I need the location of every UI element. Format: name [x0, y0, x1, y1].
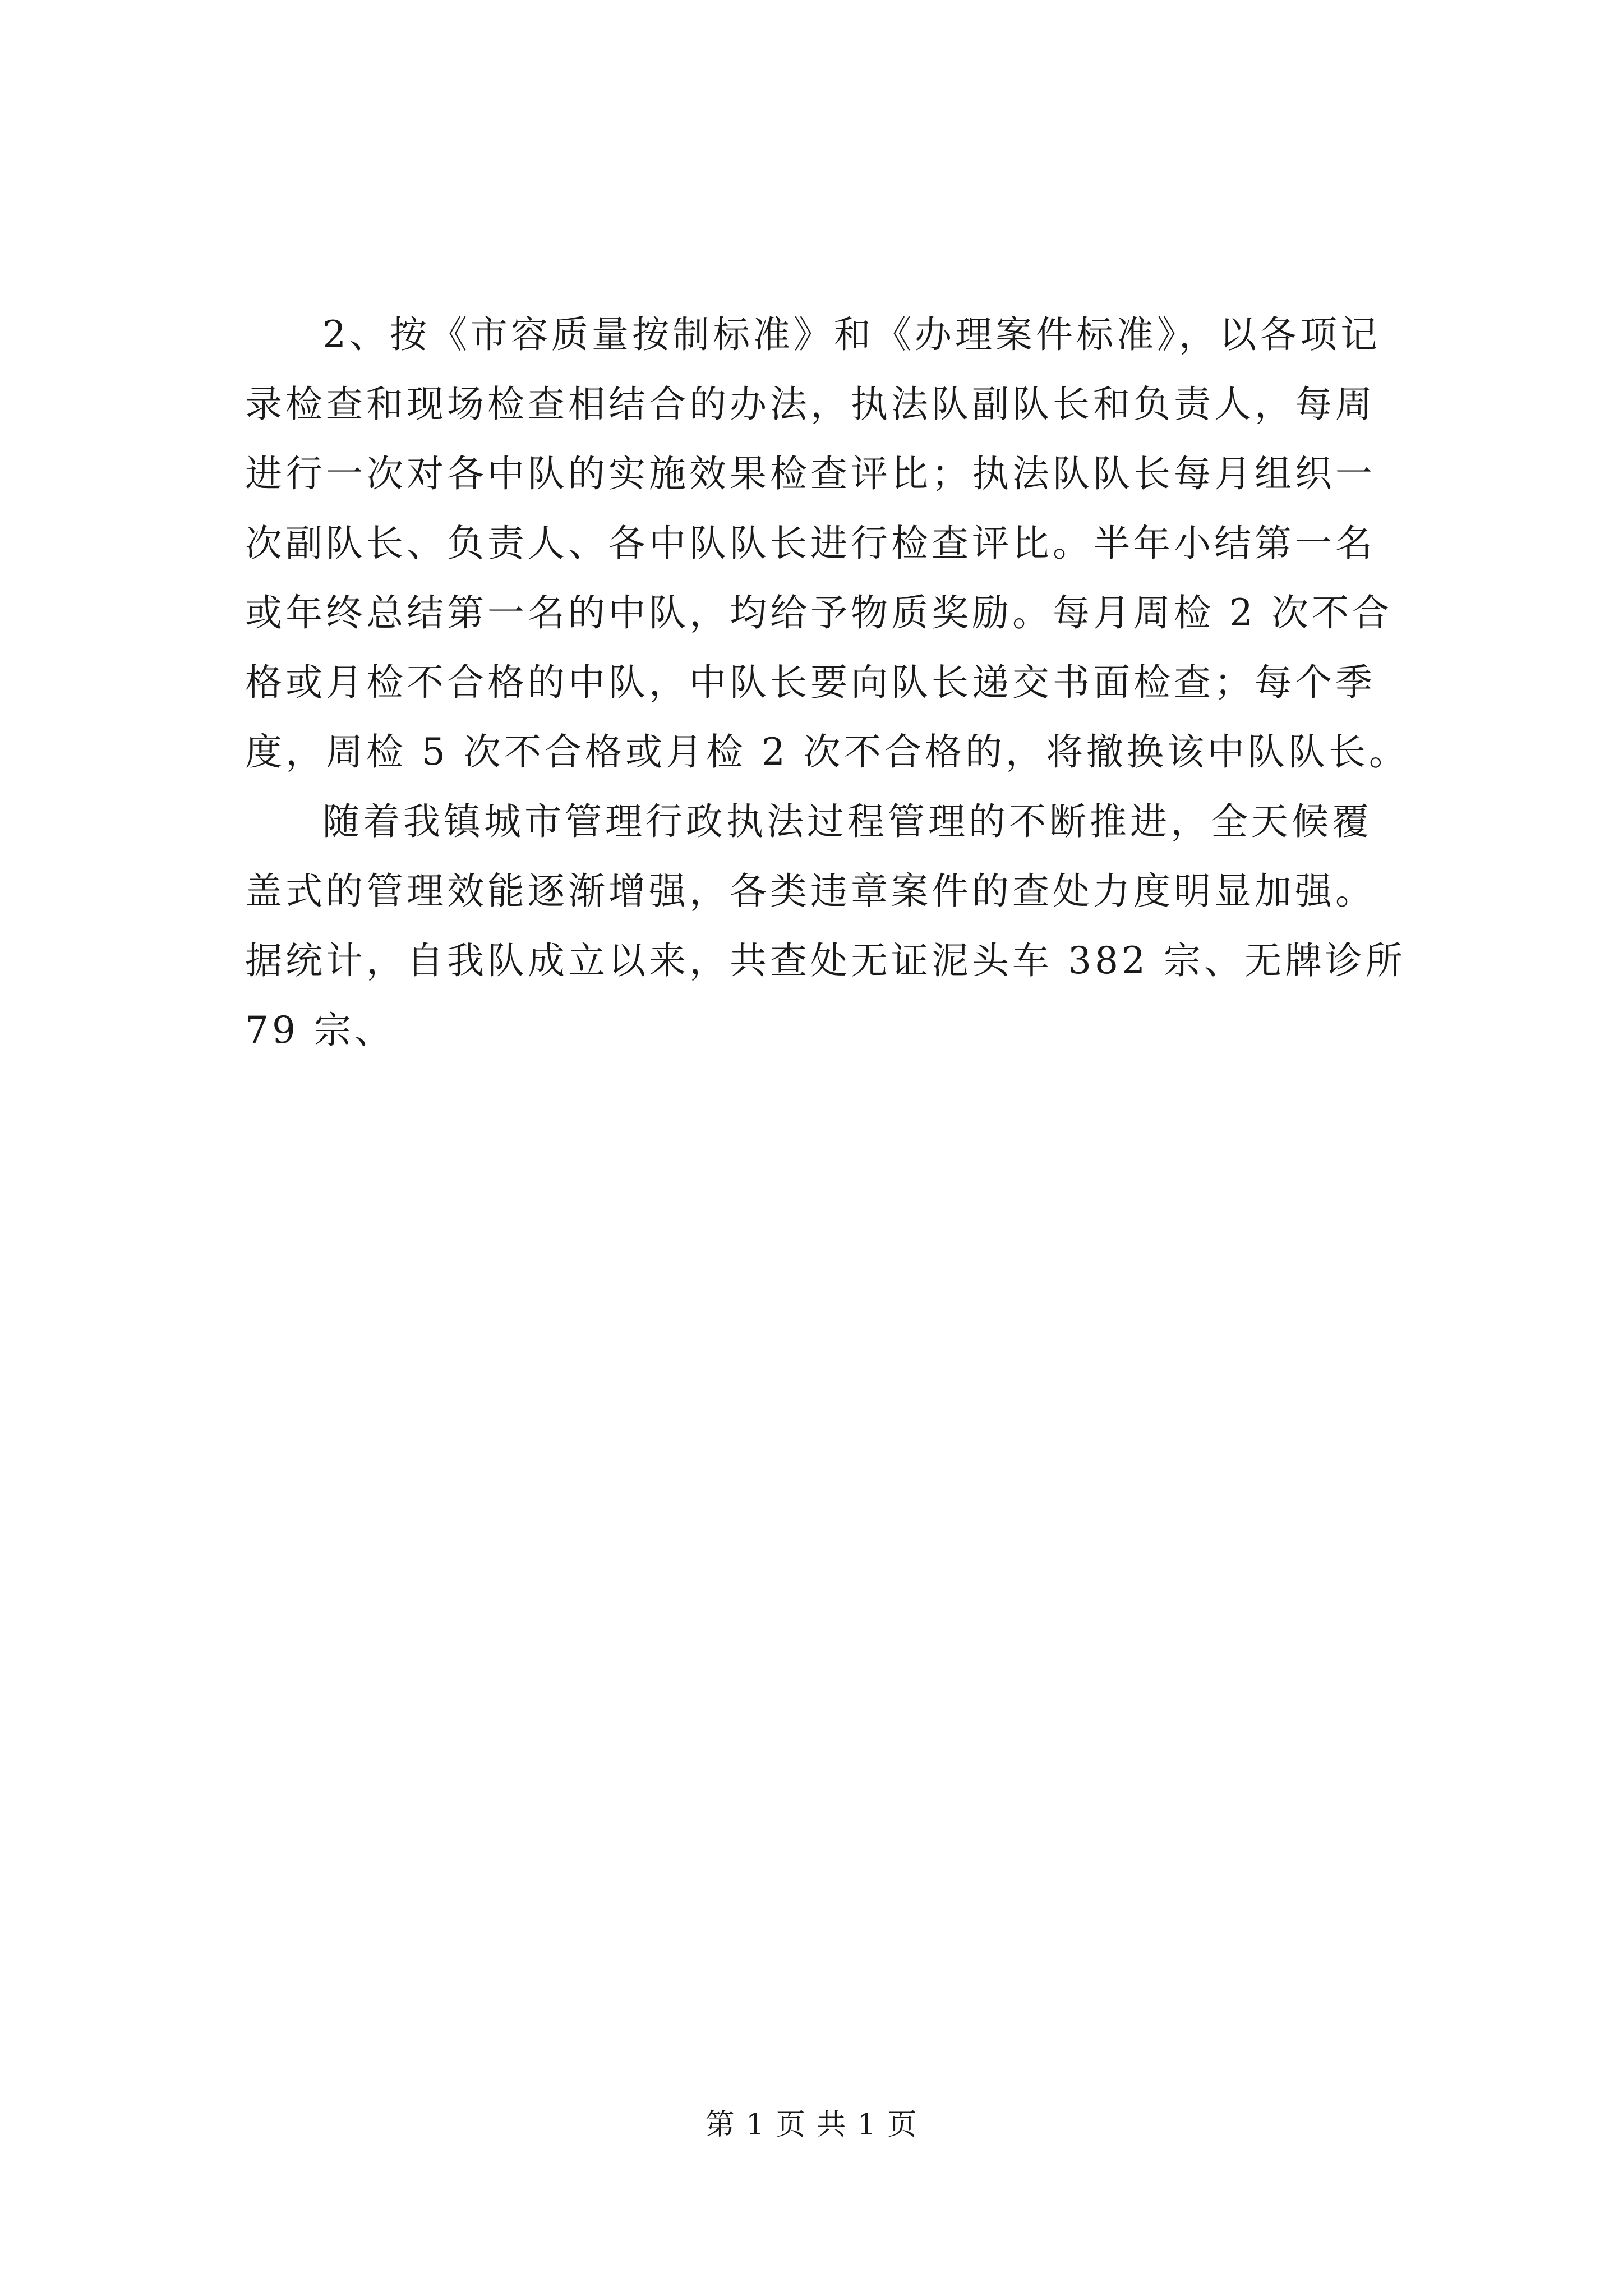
text-line: 据统计，自我队成立以来，共查处无证泥头车 382 宗、无牌诊所	[245, 939, 1406, 982]
text-line: 随着我镇城市管理行政执法过程管理的不断推进，全天候覆	[322, 800, 1372, 843]
text-line: 度，周检 5 次不合格或月检 2 次不合格的，将撤换该中队队长。	[245, 730, 1409, 774]
text-line: 格或月检不合格的中队，中队长要向队长递交书面检查；每个季	[245, 661, 1376, 704]
text-line: 2、按《市容质量按制标准》和《办理案件标准》，以各项记	[322, 313, 1381, 356]
text-line: 进行一次对各中队的实施效果检查评比；执法队队长每月组织一	[245, 452, 1376, 495]
paragraph-inspection-rules	[245, 300, 1417, 787]
document-body	[245, 300, 1417, 1065]
page-number-footer: 第 1 页 共 1 页	[705, 2108, 918, 2142]
paragraph-statistics	[245, 787, 1417, 1065]
text-line: 盖式的管理效能逐渐增强，各类违章案件的查处力度明显加强。	[245, 869, 1376, 913]
text-line: 或年终总结第一名的中队，均给予物质奖励。每月周检 2 次不合	[245, 591, 1393, 634]
text-line: 次副队长、负责人、各中队队长进行检查评比。半年小结第一名	[245, 522, 1376, 565]
text-line: 录检查和现场检查相结合的办法，执法队副队长和负责人，每周	[245, 383, 1376, 426]
text-line: 79 宗、	[245, 1009, 395, 1052]
